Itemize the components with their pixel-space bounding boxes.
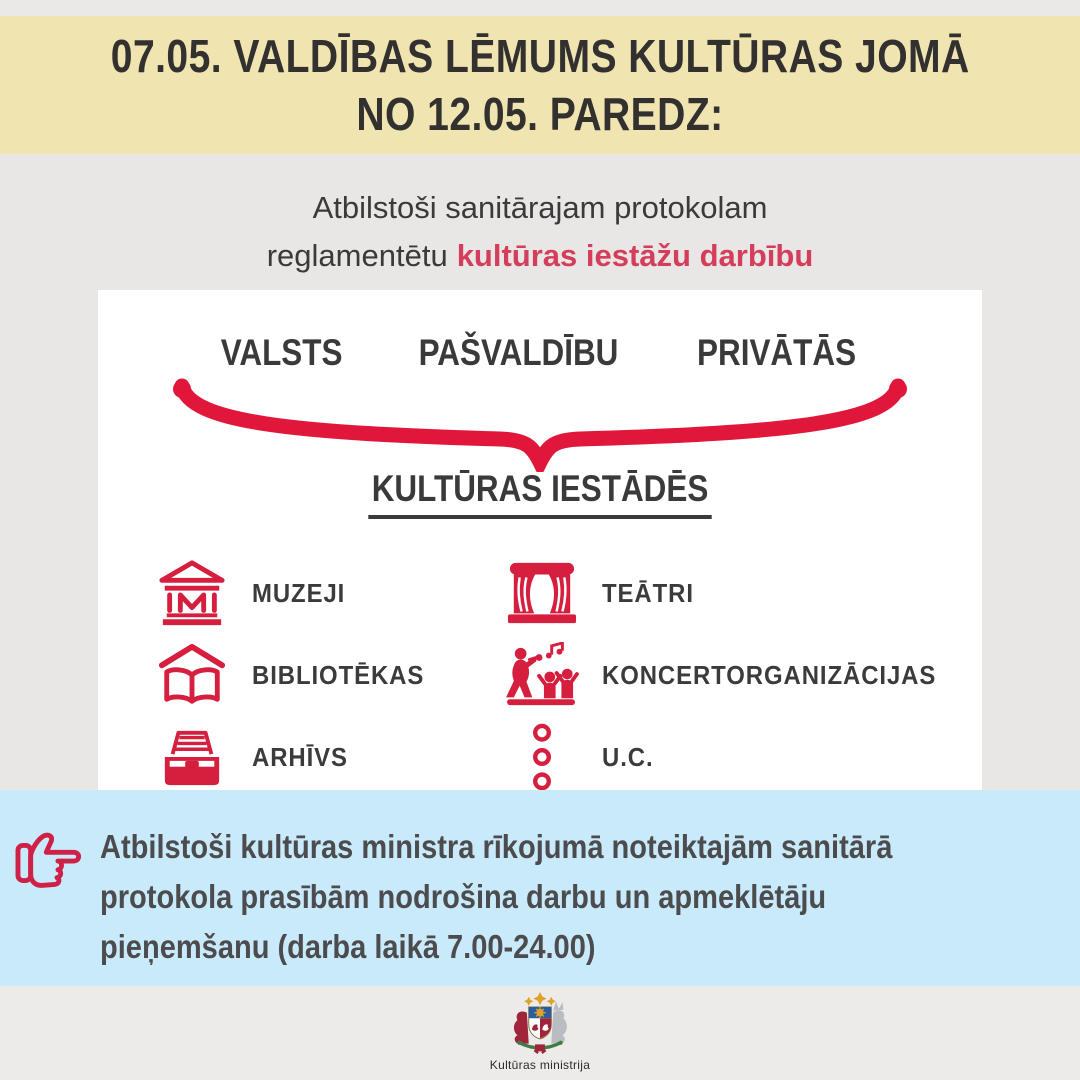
category-privatas: PRIVĀTĀS (696, 332, 856, 373)
note-text (100, 822, 1000, 972)
list-item-muzeji (144, 552, 494, 634)
grouping-brace (170, 376, 910, 472)
list-item-bibliotekas (144, 634, 494, 716)
note-panel (0, 790, 1080, 986)
list-item-arhivs (144, 716, 494, 798)
title-banner (0, 16, 1080, 154)
item-label: ARHĪVS (252, 741, 348, 772)
top-strip (0, 0, 1080, 16)
coat-of-arms-logo (498, 992, 582, 1059)
footer (0, 986, 1080, 1080)
target-heading: KULTŪRAS IESTĀDĒS (368, 468, 711, 519)
theater-icon (494, 560, 590, 626)
item-label: U.C. (602, 741, 654, 772)
category-valsts: VALSTS (220, 332, 343, 373)
item-label: TEĀTRI (602, 577, 694, 608)
list-item-koncertorganizacijas (494, 634, 965, 716)
list-item-teatri (494, 552, 965, 634)
note-line-3: pieņemšanu (darba laikā 7.00-24.00) (100, 928, 596, 965)
item-label: KONCERTORGANIZĀCIJAS (602, 659, 937, 690)
intro-text (0, 184, 1080, 280)
note-line-2: protokola prasībām nodrošina darbu un apmeklētāju (100, 878, 827, 915)
intro-line-2 (0, 232, 1080, 280)
institution-grid (144, 552, 958, 798)
title-line-1: 07.05. VALDĪBAS LĒMUMS KULTŪRAS JOMĀ (110, 30, 970, 82)
more-dots-icon (494, 722, 590, 792)
museum-icon (144, 559, 240, 627)
ministry-label: Kultūras ministrija (489, 1058, 591, 1072)
list-item-uc (494, 716, 965, 798)
intro-line-1: Atbilstoši sanitārajam protokolam (312, 190, 768, 225)
note-line-1: Atbilstoši kultūras ministra rīkojumā noteiktajām sanitārā (100, 828, 893, 865)
item-label: MUZEJI (252, 577, 346, 608)
target-heading-wrap (98, 468, 982, 519)
title-line-2: NO 12.05. PAREDZ: (356, 88, 724, 140)
intro-line-2-highlight: kultūras iestāžu darbību (456, 238, 814, 273)
item-label: BIBLIOTĒKAS (252, 659, 425, 690)
content-card (98, 290, 982, 790)
category-row (98, 332, 982, 374)
archive-icon (144, 725, 240, 789)
category-pasvaldibu: PAŠVALDĪBU (418, 332, 618, 373)
pointing-hand-icon (14, 824, 96, 905)
library-icon (144, 641, 240, 709)
intro-line-2-plain: reglamentētu (266, 238, 448, 273)
concert-icon (494, 642, 590, 708)
